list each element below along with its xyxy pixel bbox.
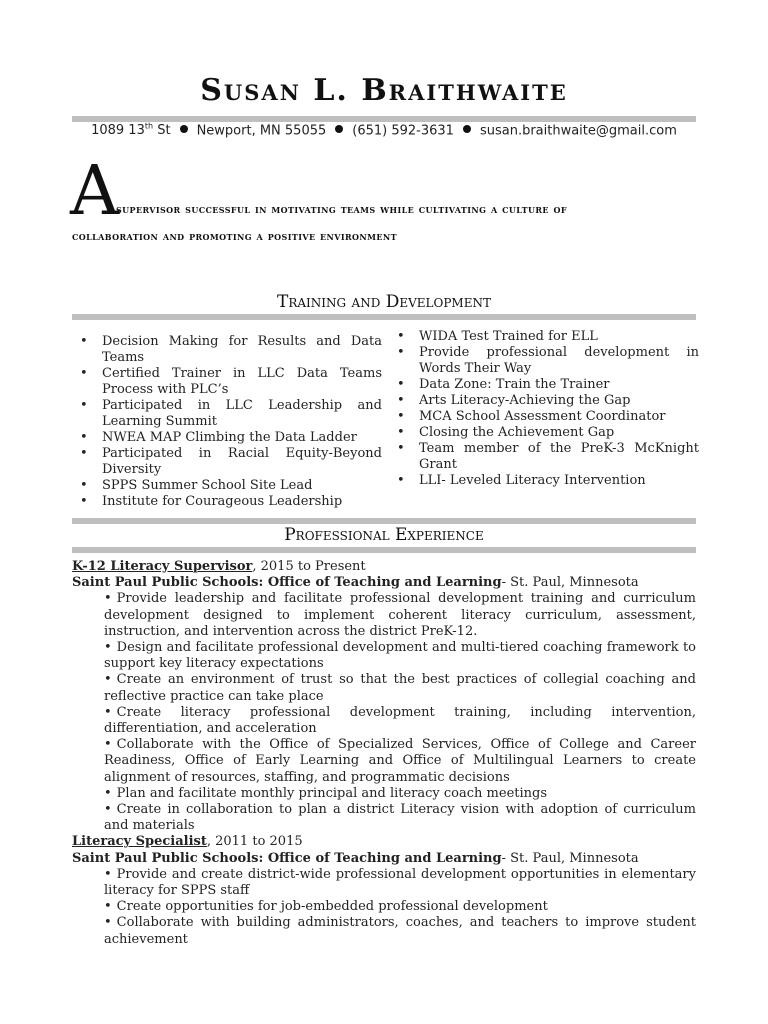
experience-rule xyxy=(72,547,696,553)
experience-section-title: Professional Experience xyxy=(284,525,484,545)
job-heading xyxy=(72,834,696,850)
job-location: - St. Paul, Minnesota xyxy=(501,575,639,591)
list-item: • Data Zone: Train the Trainer xyxy=(391,377,699,393)
summary-line-2: collaboration and promoting a positive environment xyxy=(72,229,397,243)
phone: (651) 592-3631 xyxy=(352,123,454,139)
list-item: • MCA School Assessment Coordinator xyxy=(391,409,699,425)
list-item: • Create literacy professional development training, including intervention, differentiation, and acceleration xyxy=(104,704,696,737)
list-item: • LLI- Leveled Literacy Intervention xyxy=(391,473,699,489)
duties-list xyxy=(72,867,696,948)
list-item: • NWEA MAP Climbing the Data Ladder xyxy=(74,430,382,446)
list-item: • Create opportunities for job-embedded professional development xyxy=(104,899,548,915)
bullet-separator-icon xyxy=(180,125,188,133)
contact-line xyxy=(0,122,768,138)
job-title: Literacy Specialist xyxy=(72,834,207,850)
training-rule xyxy=(72,314,696,320)
address: 1089 13th St xyxy=(91,122,171,139)
training-section-title: Training and Development xyxy=(277,292,491,312)
city: Newport, MN 55055 xyxy=(196,123,327,139)
training-list-left xyxy=(74,334,382,510)
list-item: • Collaborate with building administrators, coaches, and teachers to improve student achievement xyxy=(104,915,696,947)
list-item: • Participated in Racial Equity-Beyond Diversity xyxy=(74,446,382,478)
list-item: • Create in collaboration to plan a district Literacy vision with adoption of curriculum and materials xyxy=(104,802,696,834)
job-entry xyxy=(72,834,696,947)
experience-list xyxy=(72,559,696,948)
list-item: • Participated in LLC Leadership and Learning Summit xyxy=(74,398,382,430)
employer: Saint Paul Public Schools: Office of Teaching and Learning xyxy=(72,575,502,591)
job-heading xyxy=(72,559,696,575)
summary-line-1: supervisor successful in motivating teams while cultivating a culture of xyxy=(116,202,567,216)
list-item: • Collaborate with the Office of Specialized Services, Office of College and Career Readiness, Office of Early Learning and Office of Multilingual Learners to create alignment of resources, staffing, and programmatic decisions xyxy=(104,737,696,785)
employer-line xyxy=(72,851,696,867)
list-item: • Provide leadership and facilitate professional development training and curriculum development designed to implement coherent literacy curriculum, assessment, instruction, and intervention across the district PreK-12. xyxy=(104,591,696,639)
list-item: • Provide professional development in Words Their Way xyxy=(391,345,699,377)
list-item: • Team member of the PreK-3 McKnight Grant xyxy=(391,441,699,473)
job-dates: , 2011 to 2015 xyxy=(206,834,303,850)
job-dates: , 2015 to Present xyxy=(252,559,366,574)
list-item: • Institute for Courageous Leadership xyxy=(74,494,382,510)
list-item: • Design and facilitate professional development and multi-tiered coaching framework to support key literacy expectations xyxy=(104,640,696,672)
list-item: • Arts Literacy-Achieving the Gap xyxy=(391,393,699,409)
job-location: - St. Paul, Minnesota xyxy=(501,850,639,866)
job-entry xyxy=(72,559,696,834)
list-item: • SPPS Summer School Site Lead xyxy=(74,478,382,494)
candidate-name: Susan L. Braithwaite xyxy=(200,73,568,108)
summary-dropcap: A xyxy=(70,152,120,231)
employer-line xyxy=(72,575,696,591)
employer: Saint Paul Public Schools: Office of Teaching and Learning xyxy=(72,850,502,866)
bullet-separator-icon xyxy=(335,125,343,133)
duties-list xyxy=(72,591,696,834)
email: susan.braithwaite@gmail.com xyxy=(479,123,677,139)
list-item: • Certified Trainer in LLC Data Teams Process with PLC’s xyxy=(74,366,382,398)
list-item: • Create an environment of trust so that the best practices of collegial coaching and reflective practice can take place xyxy=(104,672,696,704)
list-item: • Plan and facilitate monthly principal and literacy coach meetings xyxy=(104,785,548,801)
experience-top-rule xyxy=(72,518,696,524)
list-item: • Decision Making for Results and Data Teams xyxy=(74,334,382,366)
list-item: • WIDA Test Trained for ELL xyxy=(391,329,699,345)
training-list-right xyxy=(391,329,699,489)
bullet-separator-icon xyxy=(463,125,471,133)
list-item: • Closing the Achievement Gap xyxy=(391,425,699,441)
list-item: • Provide and create district-wide professional development opportunities in elementary literacy for SPPS staff xyxy=(104,866,696,899)
job-title: K-12 Literacy Supervisor xyxy=(72,559,253,574)
